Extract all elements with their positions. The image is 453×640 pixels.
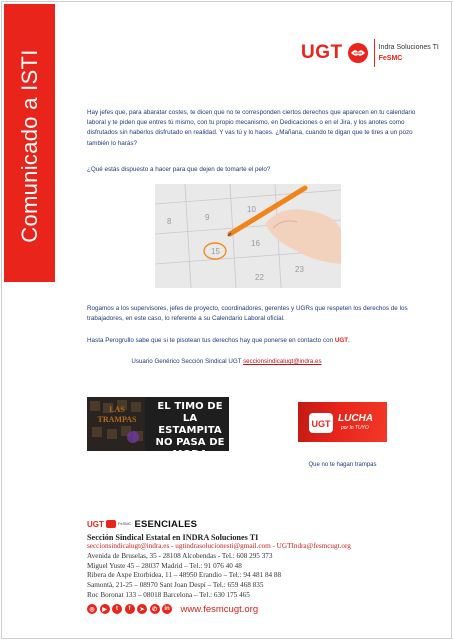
calendar-number: 16: [251, 239, 260, 248]
logo-brand: UGT: [301, 42, 343, 63]
footer-logo-icon: [106, 520, 116, 528]
twitter-icon[interactable]: t: [112, 604, 122, 614]
footer: [87, 518, 427, 615]
telegram-icon[interactable]: ➤: [137, 604, 147, 614]
logo-divider: [374, 39, 375, 67]
lucha-banner[interactable]: [298, 402, 387, 442]
footer-ugt: UGT: [87, 519, 104, 529]
footer-address: Samontà, 21-25 – 08970 Sant Joan Despí – Tel.: 659 468 835: [87, 581, 264, 590]
badge-text: UGT: [311, 419, 331, 429]
paragraph-question: ¿Qué estás dispuesto a hacer para que dejen de tomarte el pelo?: [87, 166, 271, 173]
timo-estampita-banner[interactable]: [87, 397, 229, 460]
sidebar-title: Comunicado a ISTI: [17, 49, 42, 243]
youtube-icon[interactable]: ▶: [100, 604, 110, 614]
paragraph-request: Rogamos a los supervisores, jefes de proyecto, coordinadores, gerentes y UGRs que respeten los derechos de los trabajadores, en este caso, lo referente a su Calendario Laboral oficial.: [87, 305, 408, 323]
paragraph-intro: Hay jefes que, para abaratar costes, te dicen que no te corresponden ciertos derechos que aparecen en tu calendario laboral y te piden que entres tú mismo, con tu propio mecanismo, en Dedicaciones o en el Jira, y los anotes como disfrutados sin haberlos disfrutado en realidad. Y vas tú y lo haces. ¿Mañana, cuando te digan que te tires a un pozo también lo harás?: [87, 109, 416, 147]
logo-text: [379, 42, 439, 64]
footer-title: Sección Sindical Estatal en INDRA Soluciones TI: [87, 533, 259, 542]
contact-text: Hasta Perogrullo sabe que si te pisotean tus derechos hay que ponerse en contacto con: [87, 337, 335, 344]
footer-esenciales: ESENCIALES: [134, 518, 198, 530]
contact-highlight: UGT: [334, 337, 349, 344]
footer-social: [87, 604, 427, 615]
website-link[interactable]: www.fesmcugt.org: [180, 603, 259, 615]
calendar-number: 10: [247, 205, 256, 214]
banner-subline: por lo TUYO: [341, 425, 369, 431]
tiles-text: LAS TRAMPAS: [97, 405, 137, 424]
contact-end: .: [348, 337, 350, 344]
calendar-photo: [155, 184, 341, 288]
facebook-icon[interactable]: f: [125, 604, 135, 614]
linkedin-icon[interactable]: in: [162, 604, 172, 614]
sidebar-banner: [4, 4, 55, 282]
logo-company: Indra Soluciones TI: [378, 44, 439, 51]
banner-caption: Que no te hagan trampas: [308, 462, 377, 468]
logo-federation: FeSMC: [378, 55, 403, 62]
footer-address: Miguel Yuste 45 – 28037 Madrid – Tel.: 91 076 40 48: [87, 561, 242, 570]
footer-brand: [87, 518, 427, 530]
calendar-number: 23: [295, 265, 304, 274]
signature-email-link[interactable]: seccionsindicalugt@indra.es: [243, 358, 322, 365]
footer-address: Roc Boronat 133 – 08018 Barcelona – Tel.: 630 175 465: [87, 590, 250, 599]
footer-address: Ribera de Axpe Etorbidea, 11 – 48950 Erandio – Tel.: 94 481 84 88: [87, 571, 282, 580]
calendar-number: 15: [211, 247, 220, 256]
handshake-icon: [345, 41, 371, 65]
banner-lucha: LUCHA: [338, 413, 373, 424]
calendar-number: 8: [167, 217, 172, 226]
signature: [0, 358, 453, 365]
whatsapp-icon[interactable]: ✆: [150, 604, 160, 614]
signature-label: Usuario Genérico Sección Sindical UGT: [131, 358, 244, 365]
footer-address: Avenida de Bruselas, 35 - 28108 Alcobendas - Tel.: 608 295 373: [87, 551, 273, 560]
ugt-badge-icon: [308, 412, 334, 434]
calendar-number: 22: [255, 273, 264, 282]
footer-emails[interactable]: seccionsindicalugt@indra.es - ugtindrasolucionesti@gmail.com - UGTIndra@fesmcugt.org: [87, 542, 351, 550]
calendar-number: 9: [205, 213, 210, 222]
paragraph-contact: [87, 336, 417, 346]
footer-fesmc: FeSMC: [117, 521, 132, 526]
banner-headline: EL TIMO DE LA ESTAMPITA NO PASA DE MODA: [155, 401, 225, 460]
instagram-icon[interactable]: ◎: [87, 604, 97, 614]
ugt-logo: [301, 38, 439, 68]
